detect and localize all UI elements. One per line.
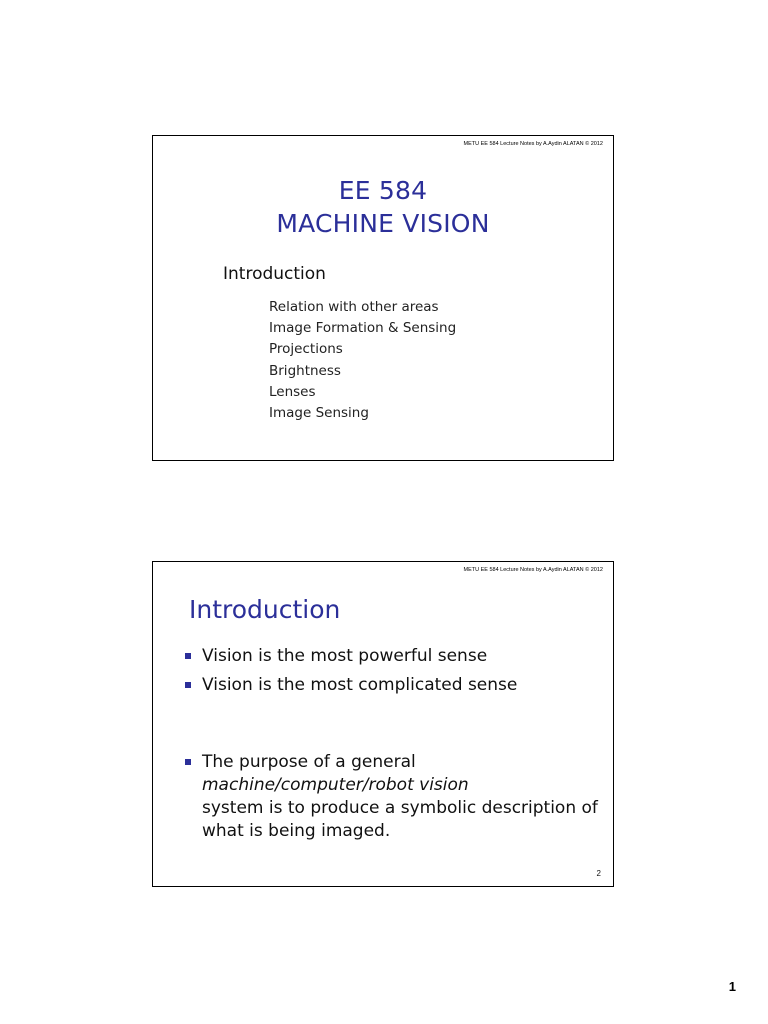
bullet-square-icon [185, 682, 191, 688]
topic-item: Image Formation & Sensing [269, 320, 457, 337]
topic-item: Relation with other areas [269, 299, 439, 315]
topic-item: Lenses [269, 383, 316, 400]
slide-number: 2 [596, 869, 601, 878]
bullet-text: Vision is the most complicated sense [202, 675, 518, 695]
bullet-text: Vision is the most powerful sense [202, 646, 488, 666]
slide-title [153, 174, 613, 240]
slide-header-note: METU EE 584 Lecture Notes by A.Aydin ALATAN © 2012 [463, 567, 603, 573]
topic-item: Brightness [269, 362, 341, 379]
section-heading: Introduction [223, 264, 326, 284]
slide-1 [152, 135, 614, 461]
course-code: EE 584 [338, 176, 428, 205]
bullet-square-icon [185, 653, 191, 659]
course-name: MACHINE VISION [276, 209, 490, 238]
bullet-text: The purpose of a general [202, 752, 416, 772]
bullet-item [183, 674, 603, 697]
page-number: 1 [728, 979, 736, 994]
slide-title: Introduction [189, 595, 341, 624]
topic-item: Projections [269, 341, 343, 358]
bullet-item [183, 751, 603, 843]
topic-list [269, 297, 456, 424]
slide-2 [152, 561, 614, 887]
bullet-text: system is to produce a symbolic description of what is being imaged. [202, 798, 598, 841]
slide-header-note: METU EE 584 Lecture Notes by A.Aydin ALATAN © 2012 [463, 141, 603, 147]
bullet-item [183, 645, 603, 668]
bullet-square-icon [185, 759, 191, 765]
topic-item: Image Sensing [269, 405, 369, 422]
bullet-text-italic: machine/computer/robot vision [202, 775, 469, 795]
bullet-list [183, 645, 603, 849]
